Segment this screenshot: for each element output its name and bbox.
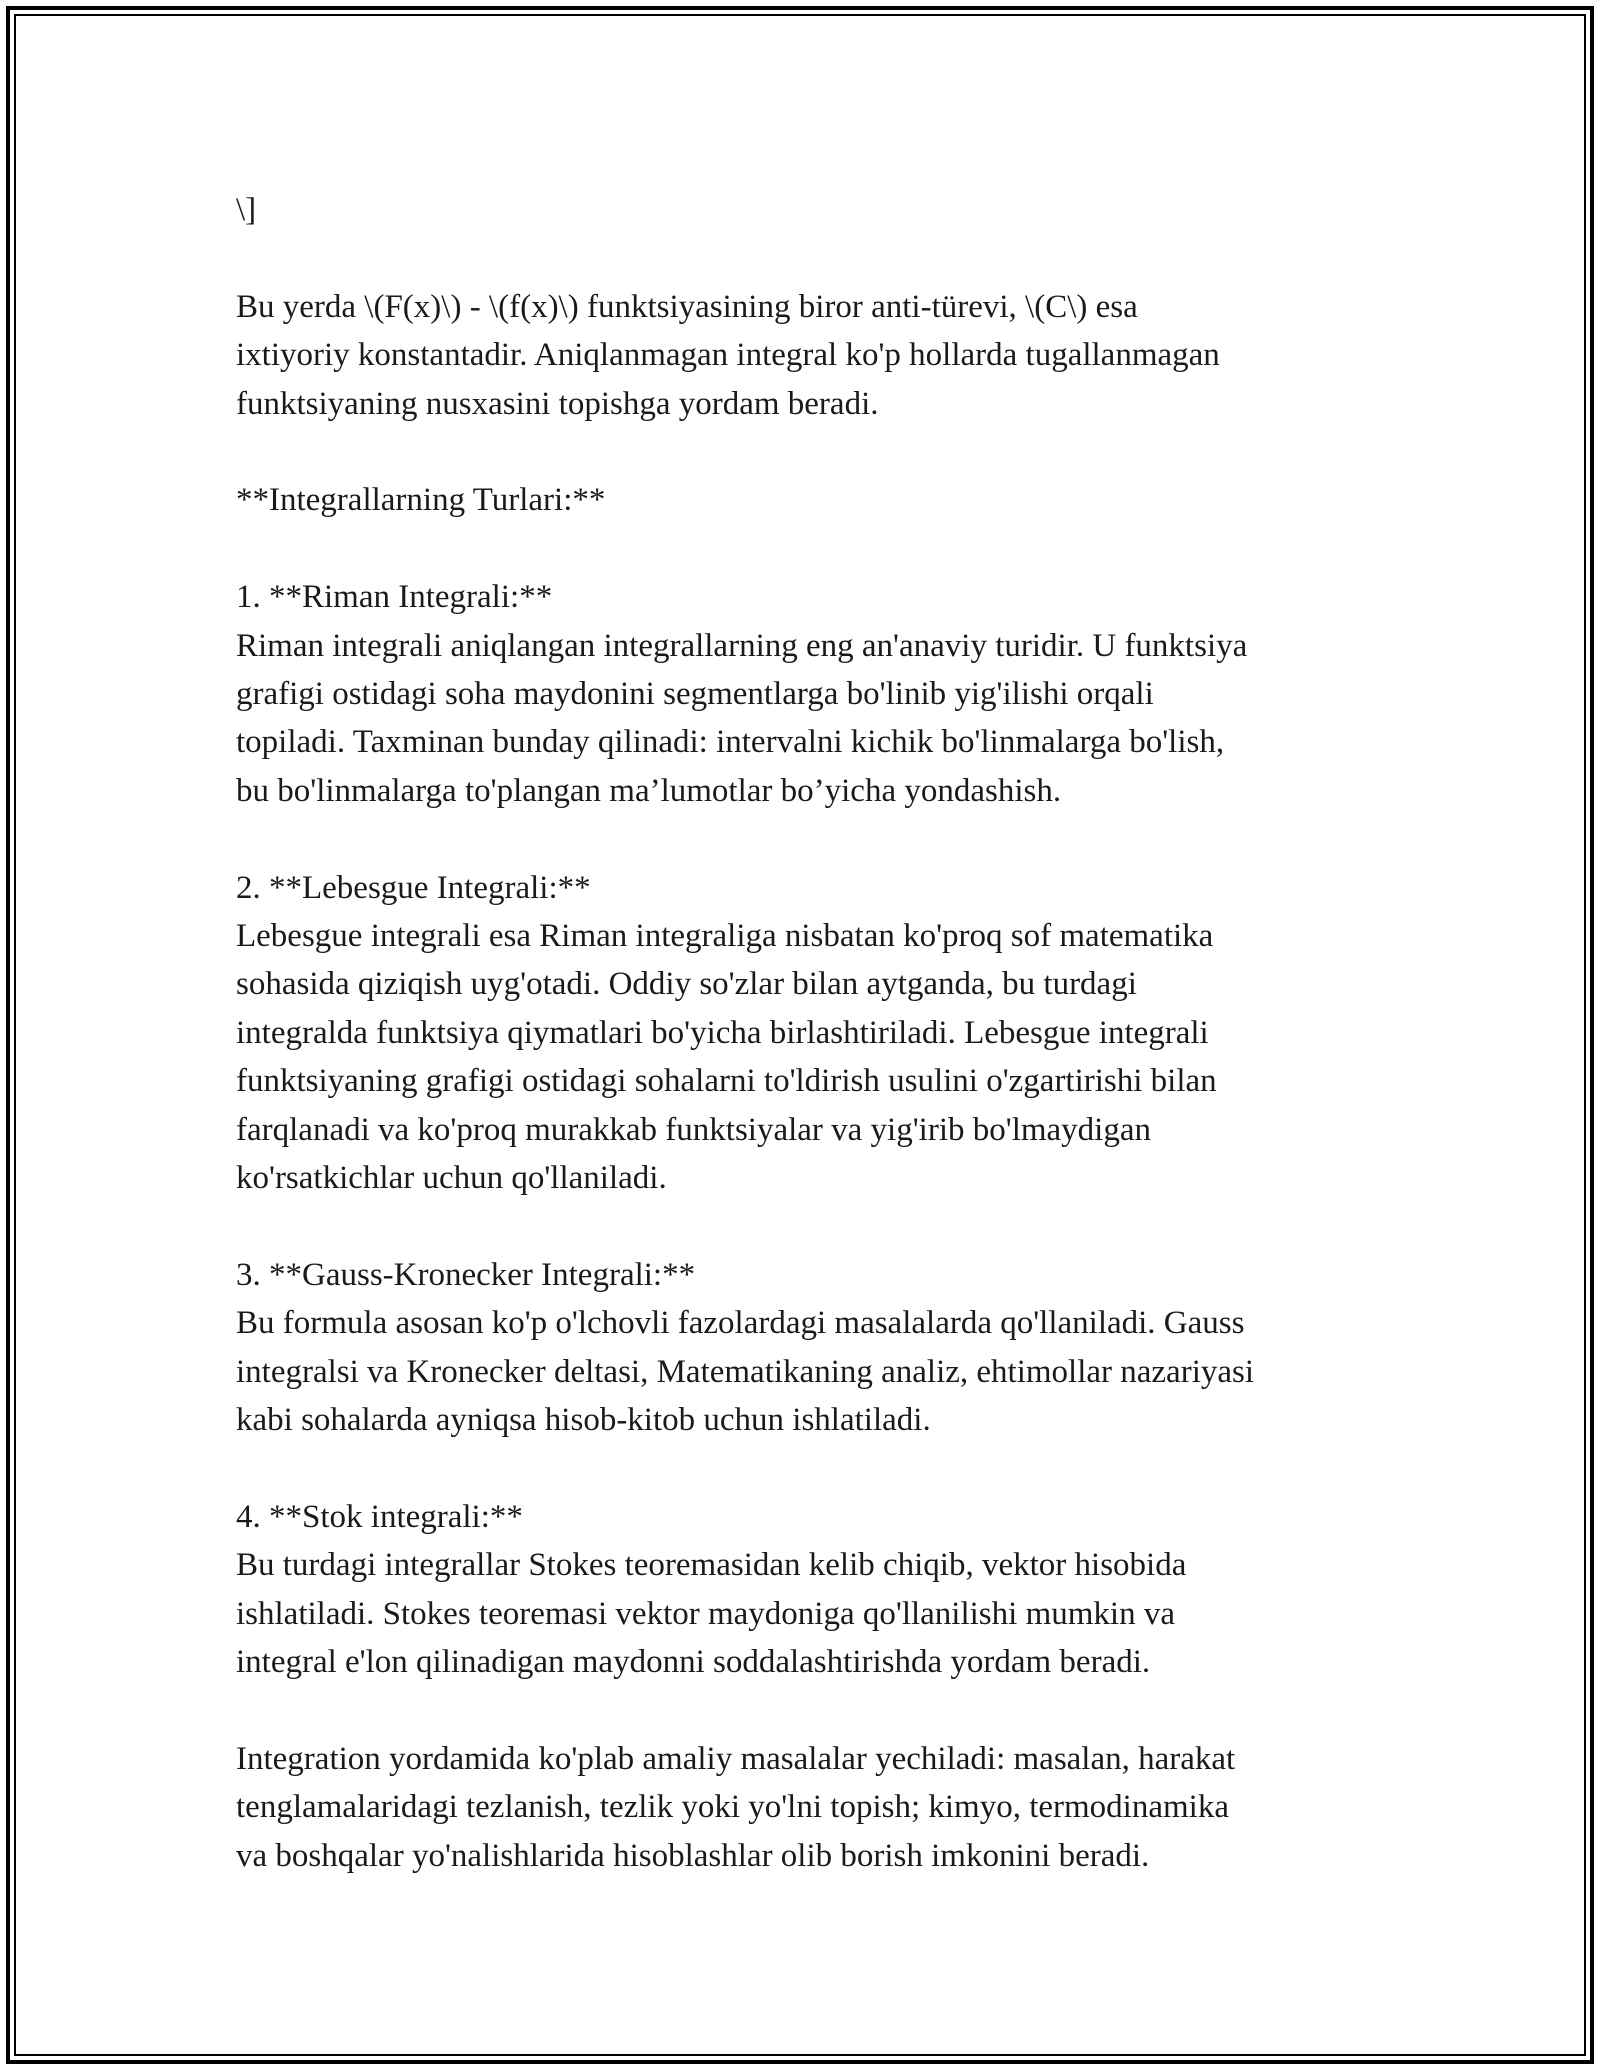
document-body: [236, 186, 1386, 1880]
section-heading-integral-types: **Integrallarning Turlari:**: [236, 482, 606, 519]
list-item-riemann-integral: 1. **Riman Integrali:** Riman integrali aniqlangan integrallarning eng an'anaviy turidir. U funktsiya grafigi ostidagi soha maydonini segmentlarga bo'linib yig'ilishi orqali topiladi. Taxminan bunday qilinadi: intervalni kichik bo'linmalarga bo'lish, bu bo'linmalarga to'plangan ma’lumotlar bo’yicha yondashish.: [236, 579, 1248, 809]
list-item-gauss-kronecker-integral: 3. **Gauss-Kronecker Integrali:** Bu formula asosan ko'p o'lchovli fazolardagi masalalarda qo'llaniladi. Gauss integralsi va Kronecker deltasi, Matematikaning analiz, ehtimollar nazariyasi kabi sohalarda ayniqsa hisob-kitob uchun ishlatiladi.: [236, 1256, 1255, 1439]
paragraph-applications: Integration yordamida ko'plab amaliy masalalar yechiladi: masalan, harakat tenglamalaridagi tezlanish, tezlik yoki yo'lni topish; kimyo, termodinamika va boshqalar yo'nalishlarida hisoblashlar olib borish imkonini beradi.: [236, 1740, 1236, 1874]
list-item-lebesgue-integral: 2. **Lebesgue Integrali:** Lebesgue integrali esa Riman integraliga nisbatan ko'proq sof matematika sohasida qiziqish uyg'otadi. Oddiy so'zlar bilan aytganda, bu turdagi integralda funktsiya qiymatlari bo'yicha birlashtiriladi. Lebesgue integrali funktsiyaning grafigi ostidagi sohalarni to'ldirish usulini o'zgartirishi bilan farqlanadi va ko'proq murakkab funktsiyalar va yig'irib bo'lmaydigan ko'rsatkichlar uchun qo'llaniladi.: [236, 869, 1217, 1197]
list-item-stokes-integral: 4. **Stok integrali:** Bu turdagi integrallar Stokes teoremasidan kelib chiqib, vektor hisobida ishlatiladi. Stokes teoremasi vektor maydoniga qo'llanilishi mumkin va integral e'lon qilinadigan maydonni soddalashtirishda yordam beradi.: [236, 1498, 1187, 1681]
formula-closing-bracket: \]: [236, 192, 257, 228]
paragraph-antiderivative-explanation: Bu yerda \(F(x)\) - \(f(x)\) funktsiyasining biror anti-türevi, \(C\) esa ixtiyoriy konstantadir. Aniqlanmagan integral ko'p hollarda tugallanmagan funktsiyaning nusxasini topishga yordam beradi.: [236, 288, 1220, 422]
